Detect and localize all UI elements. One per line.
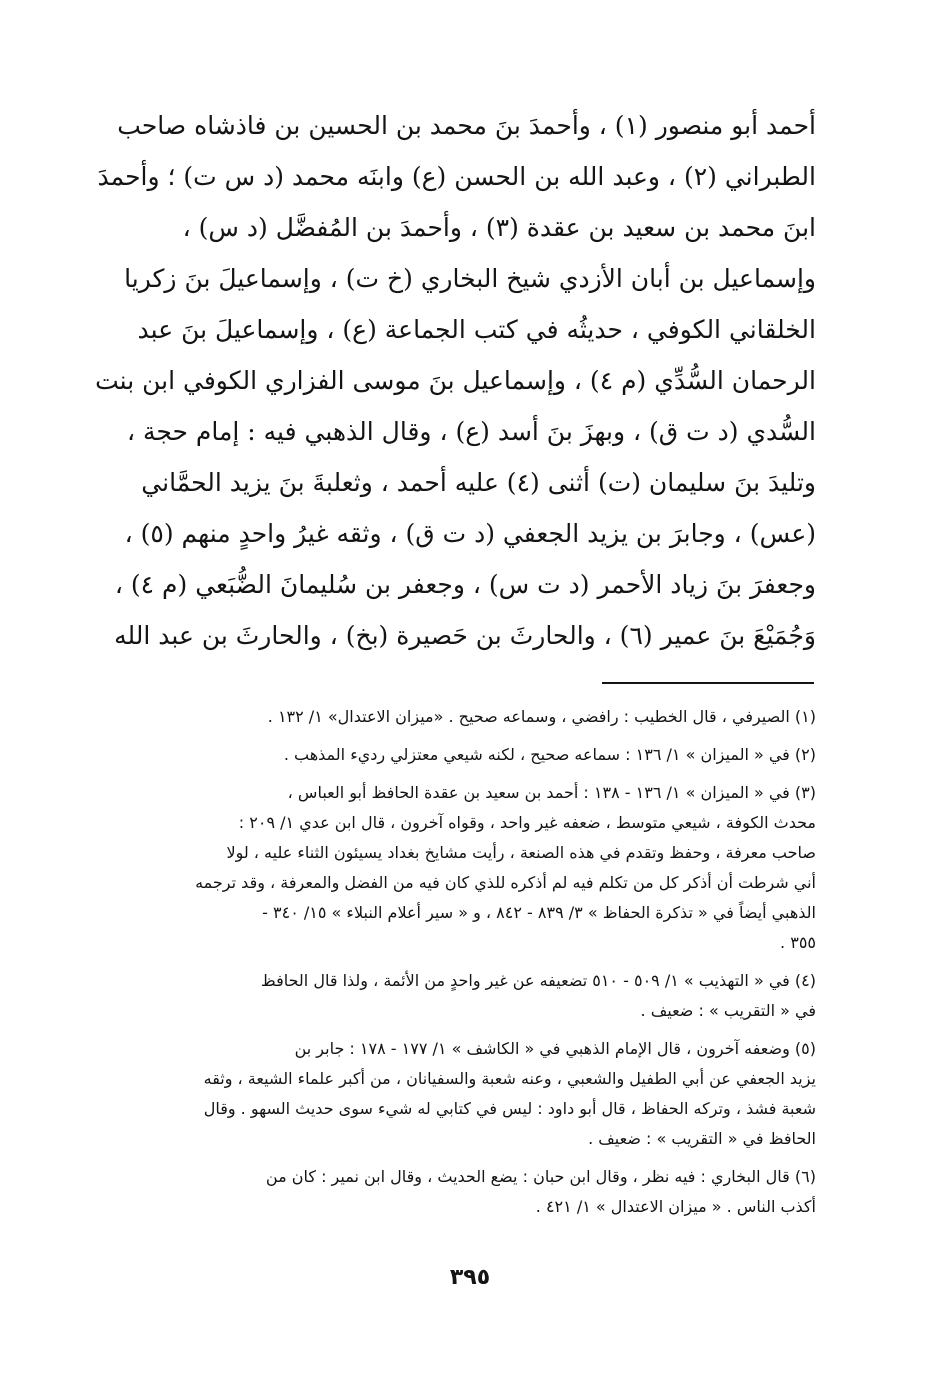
footnote-3: (٣) في « الميزان » ١/ ١٣٦ - ١٣٨ : أحمد بن سعيد بن عقدة الحافظ أبو العباس ، bbox=[287, 783, 816, 802]
footnote-6-line: أكذب الناس . « ميزان الاعتدال » ١/ ٤٢١ . bbox=[535, 1197, 816, 1216]
footnote-5-line: شعبة فشذ ، وتركه الحفاظ ، قال أبو داود : ليس في كتابي له شيء سوى حديث السهو . وقال bbox=[203, 1099, 816, 1118]
footnote-6: (٦) قال البخاري : فيه نظر ، وقال ابن حبان : يضع الحديث ، وقال ابن نمير : كان من bbox=[265, 1167, 816, 1186]
footnotes bbox=[118, 702, 816, 1222]
footnote-4: (٤) في « التهذيب » ١/ ٥٠٩ - ٥١٠ تضعيفه عن غير واحدٍ من الأئمة ، ولذا قال الحافظ bbox=[260, 971, 816, 990]
footnote-5-line: الحافظ في « التقريب » : ضعيف . bbox=[588, 1129, 816, 1148]
footnote-3-line: محدث الكوفة ، شيعي متوسط ، ضعفه غير واحد ، وقواه آخرون ، قال ابن عدي ١/ ٢٠٩ : bbox=[238, 813, 816, 832]
footnote-2: (٢) في « الميزان » ١/ ١٣٦ : سماعه صحيح ، لكنه شيعي معتزلي رديء المذهب . bbox=[283, 745, 816, 764]
footnote-3-line: صاحب معرفة ، وحفظ وتقدم في هذه الصنعة ، رأيت مشايخ بغداد يسيئون الثناء عليه ، لولا bbox=[226, 843, 816, 862]
main-text-line: وإسماعيل بن أبان الأزدي شيخ البخاري (خ ت) ، وإسماعيلَ بنَ زكريا bbox=[124, 264, 816, 293]
footnote-5-line: يزيد الجعفي عن أبي الطفيل والشعبي ، وعنه شعبة والسفيانان ، من أكبر علماء الشيعة ، وثقه bbox=[203, 1069, 816, 1088]
main-text-line: الخلقاني الكوفي ، حديثُه في كتب الجماعة (ع) ، وإسماعيلَ بنَ عبد bbox=[137, 315, 816, 344]
page-number: ٣٩٥ bbox=[449, 1265, 491, 1290]
footnote-3-line: أني شرطت أن أذكر كل من تكلم فيه لم أذكره للذي كان فيه من الفضل والمعرفة ، وقد ترجمه bbox=[195, 873, 816, 892]
main-text-line: السُّدي (د ت ق) ، وبهزَ بنَ أسد (ع) ، وقال الذهبي فيه : إمام حجة ، bbox=[126, 417, 816, 446]
footnote-separator bbox=[602, 682, 814, 684]
main-text-line: الطبراني (٢) ، وعبد الله بن الحسن (ع) وابنَه محمد (د س ت) ؛ وأحمدَ bbox=[97, 162, 816, 191]
main-text-line: (عس) ، وجابرَ بن يزيد الجعفي (د ت ق) ، وثقه غيرُ واحدٍ منهم (٥) ، bbox=[124, 519, 816, 548]
main-text-line: وَجُمَيْعَ بنَ عمير (٦) ، والحارثَ بن حَصيرة (بخ) ، والحارثَ بن عبد الله bbox=[114, 621, 816, 650]
footnote-3-line: الذهبي أيضاً في « تذكرة الحفاظ » ٣/ ٨٣٩ - ٨٤٢ ، و « سير أعلام النبلاء » ١٥/ ٣٤٠ - bbox=[262, 903, 816, 922]
main-text-line: وتليدَ بنَ سليمان (ت) أثنى (٤) عليه أحمد ، وثعلبةَ بنَ يزيد الحمَّاني bbox=[141, 468, 816, 497]
footnote-4-line: في « التقريب » : ضعيف . bbox=[640, 1001, 816, 1020]
main-text-line: ابنَ محمد بن سعيد بن عقدة (٣) ، وأحمدَ بن المُفضَّل (د س) ، bbox=[182, 213, 816, 242]
footnote-1: (١) الصيرفي ، قال الخطيب : رافضي ، وسماعه صحيح . «ميزان الاعتدال» ١/ ١٣٢ . bbox=[267, 707, 816, 726]
main-text-line: أحمد أبو منصور (١) ، وأحمدَ بنَ محمد بن الحسين بن فاذشاه صاحب bbox=[117, 111, 816, 140]
main-text-line: وجعفرَ بنَ زياد الأحمر (د ت س) ، وجعفر بن سُليمانَ الضُّبَعي (م ٤) ، bbox=[114, 570, 816, 599]
footnote-5: (٥) وضعفه آخرون ، قال الإمام الذهبي في « الكاشف » ١/ ١٧٧ - ١٧٨ : جابر بن bbox=[294, 1039, 816, 1058]
footnote-3-line: ٣٥٥ . bbox=[780, 933, 816, 952]
main-text-line: الرحمان السُّدِّي (م ٤) ، وإسماعيل بنَ موسى الفزاري الكوفي ابن بنت bbox=[95, 366, 816, 395]
main-text bbox=[95, 100, 816, 661]
